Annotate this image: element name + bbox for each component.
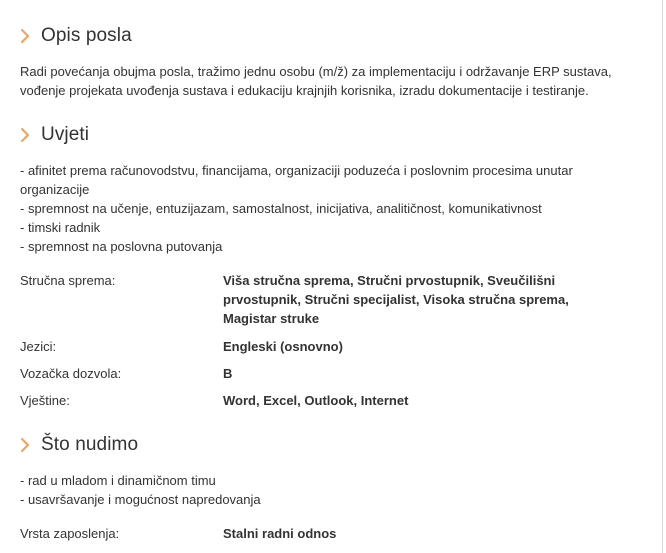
detail-value: Viša stručna sprema, Stručni prvostupnik, Sveučilišni prvostupnik, Stručni specijalist, Visoka stručna sprema, Magistar struke xyxy=(223,273,569,326)
chevron-right-icon xyxy=(20,28,30,44)
detail-value: Word, Excel, Outlook, Internet xyxy=(223,393,409,408)
list-item: - timski radnik xyxy=(20,220,101,235)
detail-label: Vještine: xyxy=(20,393,70,408)
list-item: organizacije xyxy=(20,182,90,197)
section-title: Uvjeti xyxy=(41,124,90,145)
detail-row-strucna-sprema xyxy=(20,271,650,328)
detail-label: Vozačka dozvola: xyxy=(20,366,122,381)
list-item: - spremnost na učenje, entuzijazam, samostalnost, inicijativa, analitičnost, komunikativnost xyxy=(20,201,542,216)
list-item: - rad u mladom i dinamičnom timu xyxy=(20,473,216,488)
section-header-sto-nudimo xyxy=(20,433,138,457)
detail-value: Stalni radni odnos xyxy=(223,526,337,541)
detail-label: Jezici: xyxy=(20,339,57,354)
chevron-right-icon xyxy=(20,437,30,453)
detail-label: Stručna sprema: xyxy=(20,273,116,288)
list-item: - spremnost na poslovna putovanja xyxy=(20,239,223,254)
list-item: - afinitet prema računovodstvu, financijama, organizaciji poduzeća i poslovnim procesima unutar xyxy=(20,163,573,178)
section-header-opis-posla xyxy=(20,24,132,48)
section-title: Što nudimo xyxy=(41,434,139,455)
uvjeti-list xyxy=(20,161,650,256)
text-line: vođenje projekata uvođenja sustava i edukaciju krajnjih korisnika, izradu dokumentacije i testiranje. xyxy=(20,83,589,98)
sto-nudimo-list xyxy=(20,471,650,509)
section-title: Opis posla xyxy=(41,25,132,46)
opis-posla-text xyxy=(20,62,650,100)
list-item: - usavršavanje i mogućnost napredovanja xyxy=(20,492,261,507)
section-header-uvjeti xyxy=(20,123,89,147)
detail-value: B xyxy=(223,366,233,381)
detail-label: Vrsta zaposlenja: xyxy=(20,526,120,541)
detail-value: Engleski (osnovno) xyxy=(223,339,343,354)
text-line: Radi povećanja obujma posla, tražimo jednu osobu (m/ž) za implementaciju i održavanje ERP sustava, xyxy=(20,64,612,79)
chevron-right-icon xyxy=(20,127,30,143)
